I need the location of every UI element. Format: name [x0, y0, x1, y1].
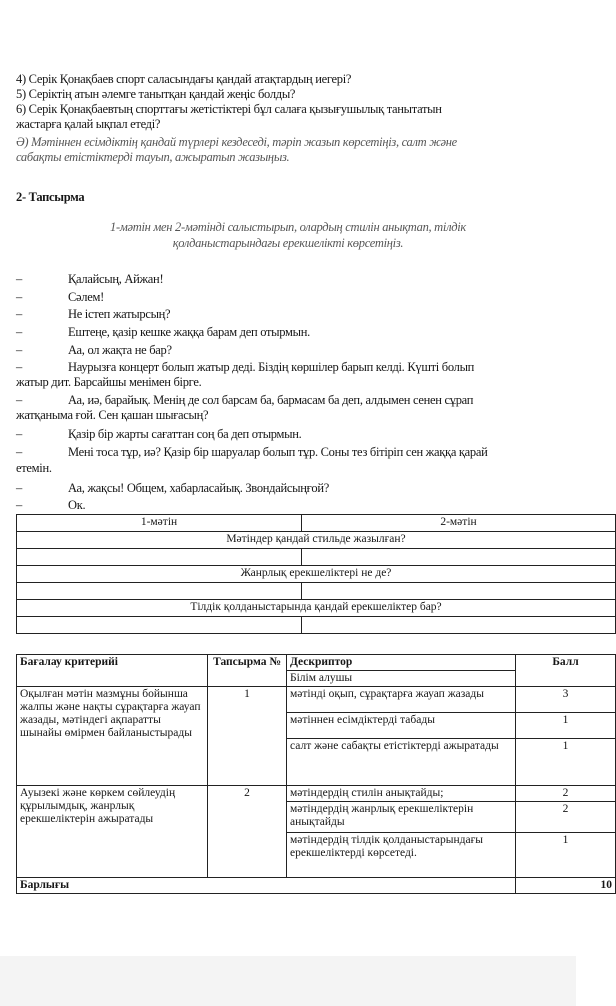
dialogue-line: Сәлем! [68, 290, 104, 304]
descriptor-cell: мәтіндердің жанрлық ерекшеліктерін анықтайды [287, 802, 516, 833]
dialogue-dash: – [16, 325, 23, 339]
task-note-line-1: Ә) Мәтіннен есімдіктің қандай түрлері кездеседі, тәріп жазып көрсетіңіз, салт және [16, 135, 457, 149]
question-row: Жанрлық ерекшеліктері не де? [17, 566, 616, 583]
task2-instruction-line-2: қолданыстарындағы ерекшелікті көрсетіңіз. [172, 236, 404, 250]
dialogue-line: Наурызға концерт болып жатыр деді. Біздің көршілер барып келді. Күшті болып [68, 360, 475, 374]
dialogue-line: Аа, иә, барайық. Менің де сол барсам ба, бармасам ба деп, алдымен сенен сұрап [68, 393, 474, 407]
criteria-cell: Оқылған мәтін мазмұны бойынша жалпы және нақты сұрақтарға жауап жазады, мәтіндегі ақпаратты шынайы өмірмен байланыстырады [17, 687, 208, 786]
dialogue-line: Не істеп жатырсың? [68, 307, 171, 321]
task-note-line-2: сабақты етістіктерді тауып, ажыратып жазыңыз. [16, 150, 290, 164]
answer-cell [302, 617, 616, 634]
dialogue-dash: – [16, 445, 23, 459]
task-number-cell: 1 [208, 687, 287, 786]
question-5: 5) Серіктің атын әлемге танытқан қандай жеңіс болды? [16, 87, 296, 101]
table-row [17, 687, 616, 713]
table-row [17, 617, 616, 634]
dialogue-dash: – [16, 498, 23, 512]
dialogue-line: Қалайсың, Айжан! [68, 272, 164, 286]
table-row [17, 515, 616, 532]
header-criteria: Бағалау критерийі [17, 655, 208, 687]
dialogue-line: Мені тоса тұр, иә? Қазір бір шаруалар болып тұр. Соны тез бітіріп сен жаққа қарай [68, 445, 488, 459]
table-row [17, 532, 616, 549]
question-row: Тілдік қолданыстарында қандай ерекшеліктер бар? [17, 600, 616, 617]
dialogue-dash: – [16, 427, 23, 441]
subheader-student: Білім алушы [287, 671, 516, 687]
question-6: 6) Серік Қонақбаевтың спорттағы жетістіктері бұл салаға қызығушылық танытатын [16, 102, 442, 116]
dialogue-dash: – [16, 393, 23, 407]
task-number-cell: 2 [208, 786, 287, 878]
rubric-table [16, 654, 616, 894]
header-score: Балл [516, 655, 616, 687]
answer-cell [302, 583, 616, 600]
answer-cell [17, 583, 302, 600]
descriptor-cell: салт және сабақты етістіктерді ажыратады [287, 739, 516, 786]
dialogue-continuation: жатыр дит. Барсайшы менімен бірге. [16, 375, 202, 389]
dialogue-line: Аа, жақсы! Общем, хабарласайық. Звондайсыңғой? [68, 481, 330, 495]
dialogue-dash: – [16, 272, 23, 286]
table-row [17, 600, 616, 617]
score-cell: 1 [516, 739, 616, 786]
dialogue-dash: – [16, 307, 23, 321]
question-6-continuation: жастарға қалай ықпал етеді? [16, 117, 161, 131]
page-bottom-margin [0, 956, 576, 1006]
descriptor-cell: мәтіннен есімдіктерді табады [287, 713, 516, 739]
dialogue-line: Ок. [68, 498, 86, 512]
dialogue-line: Аа, ол жақта не бар? [68, 343, 172, 357]
total-label: Барлығы [17, 878, 516, 894]
col-header-text2: 2-мәтін [302, 515, 616, 532]
descriptor-cell: мәтіндердің стилін анықтайды; [287, 786, 516, 802]
table-row [17, 549, 616, 566]
answer-cell [17, 549, 302, 566]
dialogue-dash: – [16, 481, 23, 495]
table-row [17, 566, 616, 583]
dialogue-dash: – [16, 290, 23, 304]
dialogue-dash: – [16, 360, 23, 374]
total-score: 10 [516, 878, 616, 894]
header-descriptor: Дескриптор [287, 655, 516, 671]
score-cell: 2 [516, 802, 616, 833]
header-task-no: Тапсырма № [208, 655, 287, 687]
dialogue-continuation: жатқаныма ғой. Сен қашан шығасың? [16, 408, 209, 422]
col-header-text1: 1-мәтін [17, 515, 302, 532]
table-row [17, 878, 616, 894]
task2-instruction-line-1: 1-мәтін мен 2-мәтінді салыстырып, олардың стилін анықтап, тілдік [110, 220, 466, 234]
table-row [17, 655, 616, 671]
descriptor-cell: мәтіндердің тілдік қолданыстарындағы ерекшеліктерді көрсетеді. [287, 833, 516, 878]
task2-heading: 2- Тапсырма [16, 190, 85, 204]
criteria-cell: Ауызекі және көркем сөйлеудің құрылымдық, жанрлық ерекшеліктерін ажыратады [17, 786, 208, 878]
answer-cell [302, 549, 616, 566]
comparison-table [16, 514, 616, 634]
dialogue-dash: – [16, 343, 23, 357]
table-row [17, 786, 616, 802]
dialogue-continuation: етемін. [16, 461, 52, 475]
answer-cell [17, 617, 302, 634]
descriptor-cell: мәтінді оқып, сұрақтарға жауап жазады [287, 687, 516, 713]
score-cell: 3 [516, 687, 616, 713]
dialogue-line: Қазір бір жарты сағаттан соң ба деп отырмын. [68, 427, 302, 441]
question-4: 4) Серік Қонақбаев спорт саласындағы қандай атақтардың иегері? [16, 72, 352, 86]
score-cell: 1 [516, 833, 616, 878]
score-cell: 2 [516, 786, 616, 802]
table-row [17, 583, 616, 600]
dialogue-line: Ештеңе, қазір кешке жаққа барам деп отырмын. [68, 325, 310, 339]
question-row: Мәтіндер қандай стильде жазылған? [17, 532, 616, 549]
score-cell: 1 [516, 713, 616, 739]
